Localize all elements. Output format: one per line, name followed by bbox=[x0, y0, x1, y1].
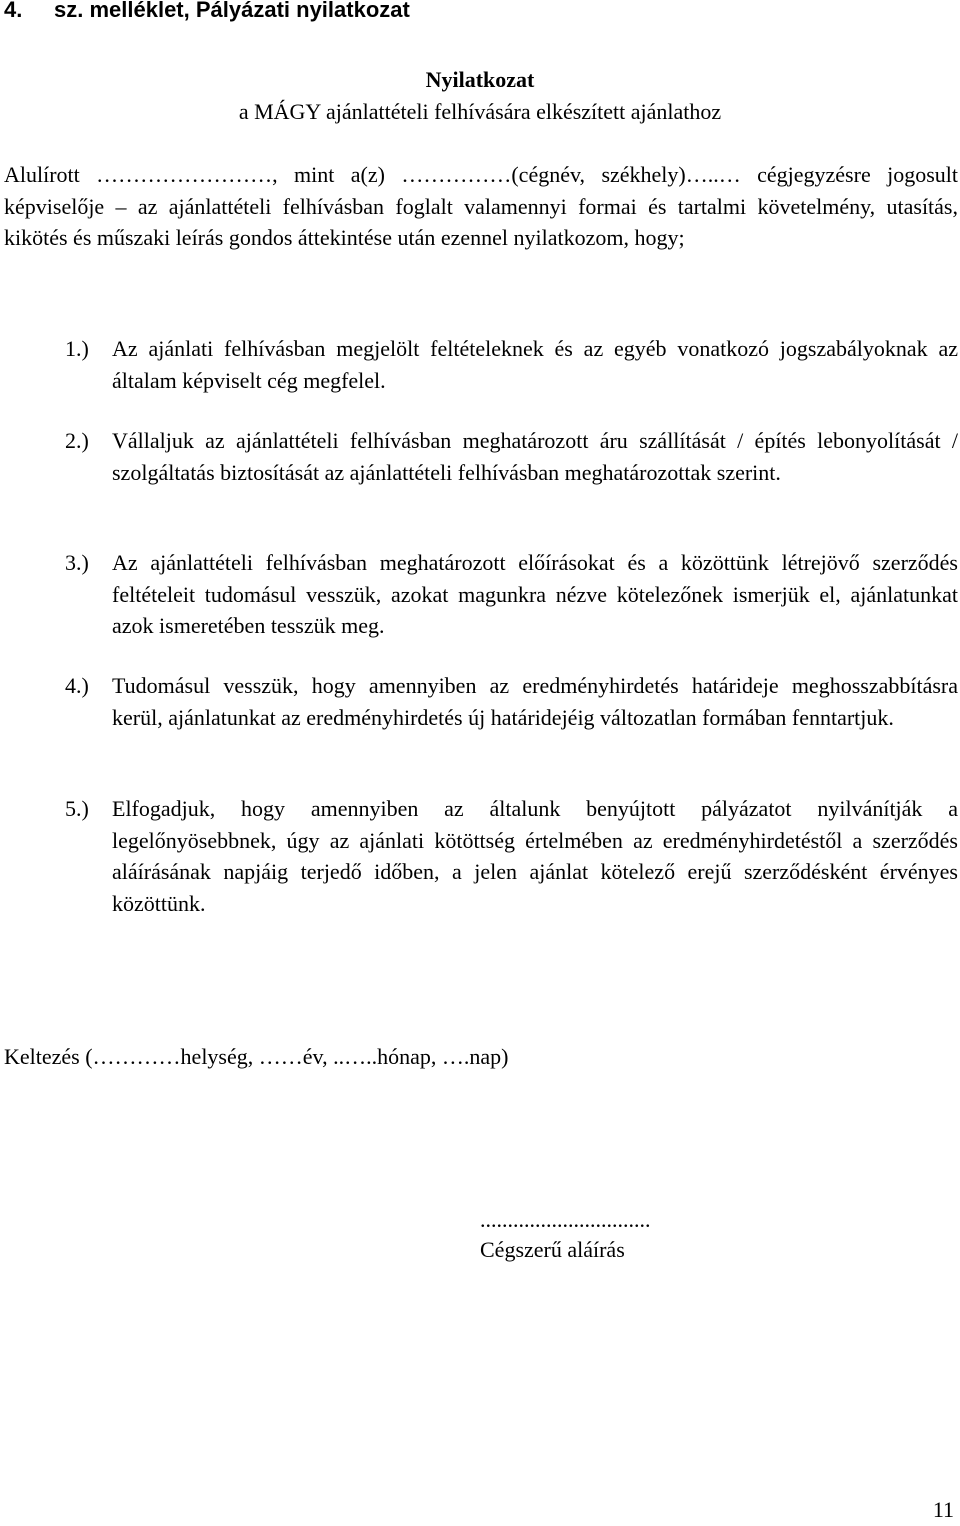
item-text: Az ajánlattételi felhívásban meghatározott előírásokat és a közöttünk létrejövő szerződés feltételeit tudomásul vesszük, azokat magunkra nézve kötelezőnek ismerjük el, ajánlatunkat azok ismeretében tesszük meg. bbox=[112, 550, 958, 638]
declaration-item-1 bbox=[65, 333, 958, 396]
declaration-item-2 bbox=[65, 425, 958, 488]
item-number: 3.) bbox=[65, 550, 89, 575]
item-text: Az ajánlati felhívásban megjelölt feltételeknek és az egyéb vonatkozó jogszabályoknak az általam képviselt cég megfelel. bbox=[112, 336, 958, 393]
signature-label: Cégszerű aláírás bbox=[480, 1237, 625, 1262]
item-text: Tudomásul vesszük, hogy amennyiben az eredményhirdetés határideje meghosszabbításra kerül, ajánlatunkat az eredményhirdetés új határidejéig változatlan formában fenntartjuk. bbox=[112, 673, 958, 730]
item-number: 4.) bbox=[65, 673, 89, 698]
item-text: Elfogadjuk, hogy amennyiben az általunk benyújtott pályázatot nyilvánítják a legelőnyösebbnek, úgy az ajánlati kötöttség értelmében az eredményhirdetéstől a szerződés aláírásának napjáig terjedő időben, a jelen ajánlat kötelező erejű szerződésként érvényes közöttünk. bbox=[112, 796, 958, 916]
annex-number: 4. bbox=[4, 0, 23, 22]
annex-heading bbox=[4, 0, 410, 26]
signature-line: ............................... bbox=[480, 1207, 651, 1232]
item-text: Vállaljuk az ajánlattételi felhívásban meghatározott áru szállítását / építés lebonyolítását / szolgáltatás biztosítását az ajánlattételi felhívásban meghatározottak szerint. bbox=[112, 428, 958, 485]
declaration-item-3 bbox=[65, 547, 958, 642]
document-title: Nyilatkozat bbox=[425, 67, 535, 92]
annex-title: sz. melléklet, Pályázati nyilatkozat bbox=[54, 0, 410, 22]
item-number: 2.) bbox=[65, 428, 89, 453]
document-subtitle: a MÁGY ajánlattételi felhívására elkészített ajánlathoz bbox=[238, 99, 722, 124]
item-number: 5.) bbox=[65, 796, 89, 821]
date-line: Keltezés (…………helység, ……év, ..…..hónap, ….nap) bbox=[4, 1044, 509, 1069]
item-number: 1.) bbox=[65, 336, 89, 361]
intro-paragraph: Alulírott ……………………, mint a(z) ……………(cégnév, székhely)…..… cégjegyzésre jogosult képviselője – az ajánlattételi felhívásban foglalt valamennyi formai és tartalmi követelmény, utasítás, kikötés és műszaki leírás gondos áttekintése után ezennel nyilatkozom, hogy; bbox=[4, 162, 958, 250]
declaration-item-4 bbox=[65, 670, 958, 733]
page-number: 11 bbox=[932, 1497, 954, 1522]
declaration-item-5 bbox=[65, 793, 958, 919]
